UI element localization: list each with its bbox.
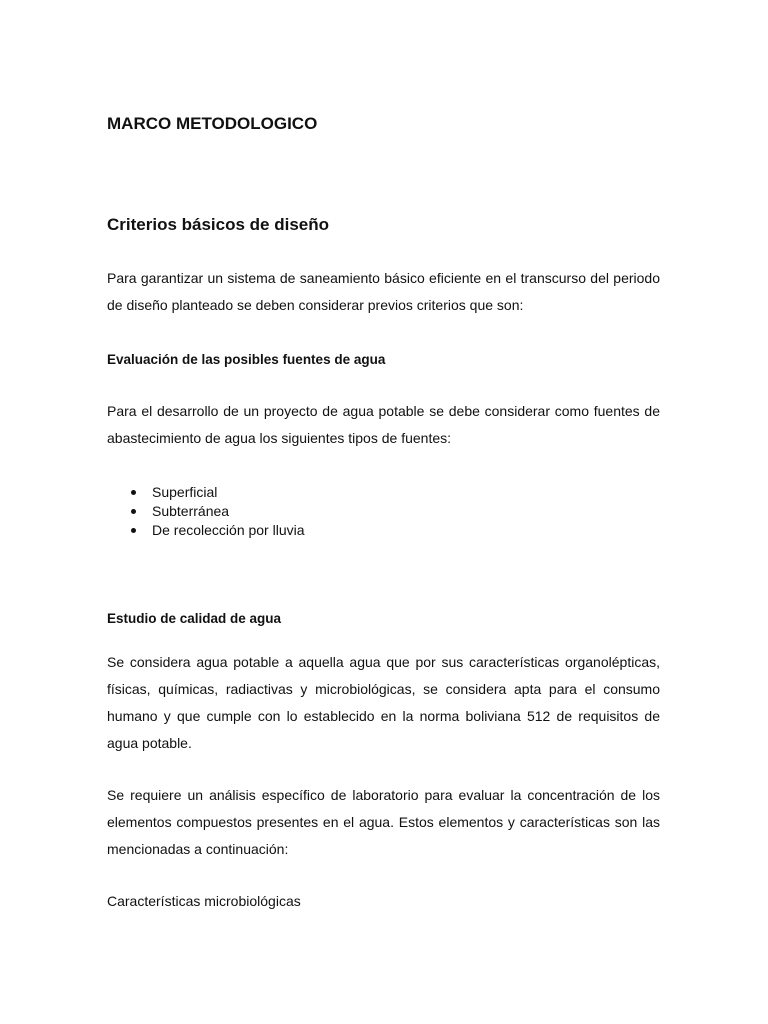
document-title: MARCO METODOLOGICO [107,114,318,133]
water-sources-paragraph: Para el desarrollo de un proyecto de agua potable se debe considerar como fuentes de abastecimiento de agua los siguientes tipos de fuentes: [107,403,660,446]
list-item [107,521,305,540]
list-item-label: De recolección por lluvia [152,522,305,538]
subsection-heading-water-sources: Evaluación de las posibles fuentes de agua [107,352,386,367]
list-item [107,483,305,502]
section-title: Criterios básicos de diseño [107,215,330,234]
intro-paragraph: Para garantizar un sistema de saneamiento básico eficiente en el transcurso del periodo de diseño planteado se deben considerar previos criterios que son: [107,270,660,313]
subsection-heading-water-quality: Estudio de calidad de agua [107,611,282,626]
list-item [107,502,305,521]
list-item-label: Superficial [152,484,218,500]
bullet-icon [131,490,136,495]
water-source-types-list [107,483,305,540]
bullet-icon [131,528,136,533]
document-page [107,0,660,1024]
water-quality-paragraph-1: Se considera agua potable a aquella agua que por sus características organolépticas, físicas, químicas, radiactivas y microbiológicas, se considera apta para el consumo humano y que cumple con lo establecido en la norma boliviana 512 de requisitos de agua potable. [107,654,660,751]
bullet-icon [131,509,136,514]
list-item-label: Subterránea [152,503,230,519]
microbiological-characteristics-label: Características microbiológicas [107,893,301,909]
water-quality-paragraph-2: Se requiere un análisis específico de laboratorio para evaluar la concentración de los elementos compuestos presentes en el agua. Estos elementos y características son las mencionadas a continuación: [107,787,660,857]
